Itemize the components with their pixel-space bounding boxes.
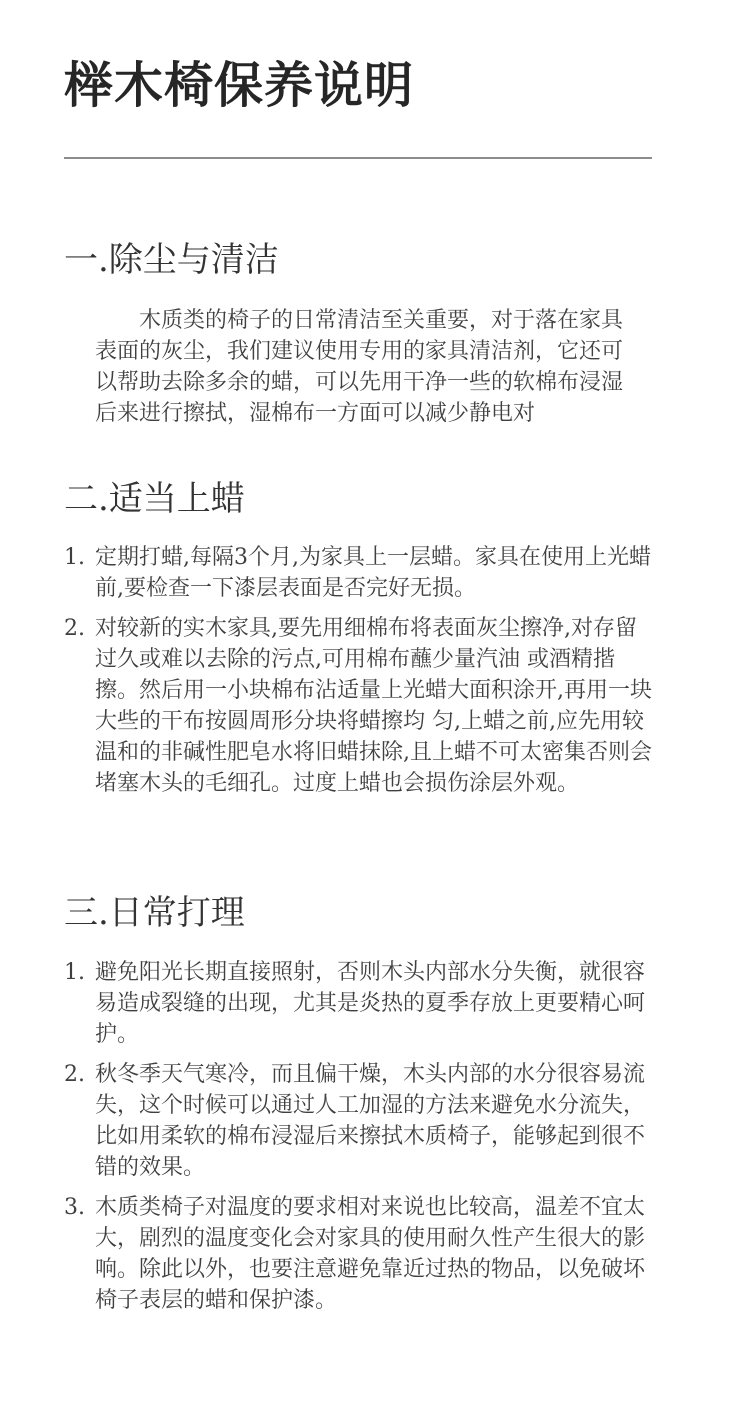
title-divider — [64, 157, 652, 159]
section-heading-daily-care: 三.日常打理 — [64, 893, 245, 933]
list-item-text: 对较新的实木家具,要先用细棉布将表面灰尘擦净,对存留过久或难以去除的污点,可用棉布蘸少量汽油 或酒精揩擦。然后用一小块棉布沾适量上光蜡大面积涂开,再用一块大些的干布按圆周形分块将蜡擦均 匀,上蜡之前,应先用较温和的非碱性肥皂水将旧蜡抹除,且上蜡不可太密集否则会堵塞木头的毛细孔。过度上蜡也会损伤涂层外观。 — [95, 616, 652, 796]
list-item — [64, 1059, 656, 1183]
list-item — [64, 1192, 656, 1316]
list-item — [64, 542, 656, 604]
list-item-text: 定期打蜡,每隔3个月,为家具上一层蜡。家具在使用上光蜡前,要检查一下漆层表面是否完好无损。 — [95, 545, 651, 601]
list-item — [64, 613, 656, 799]
section-heading-dust-cleaning: 一.除尘与清洁 — [64, 240, 279, 280]
page-title: 榉木椅保养说明 — [64, 56, 415, 114]
list-item-text: 木质类椅子对温度的要求相对来说也比较高，温差不宜太大，剧烈的温度变化会对家具的使用耐久性产生很大的影响。除此以外，也要注意避免靠近过热的物品，以免破坏椅子表层的蜡和保护漆。 — [95, 1195, 646, 1313]
list-item-number: 1. — [64, 545, 85, 570]
list-item-number: 3. — [64, 1195, 85, 1220]
section-paragraph-dust-cleaning: 木质类的椅子的日常清洁至关重要，对于落在家具表面的灰尘，我们建议使用专用的家具清洁剂，它还可以帮助去除多余的蜡，可以先用干净一些的软棉布浸湿后来进行擦拭，湿棉布一方面可以减少静电对 — [95, 308, 624, 426]
list-item-number: 1. — [64, 960, 85, 985]
list-item — [64, 957, 656, 1050]
section-heading-waxing: 二.适当上蜡 — [64, 479, 245, 519]
waxing-list — [64, 542, 656, 808]
list-item-text: 秋冬季天气寒冷，而且偏干燥，木头内部的水分很容易流失，这个时候可以通过人工加湿的方法来避免水分流失，比如用柔软的棉布浸湿后来擦拭木质椅子，能够起到很不错的效果。 — [95, 1062, 646, 1180]
list-item-text: 避免阳光长期直接照射，否则木头内部水分失衡，就很容易造成裂缝的出现，尤其是炎热的夏季存放上更要精心呵护。 — [95, 960, 646, 1047]
daily-care-list — [64, 957, 656, 1325]
list-item-number: 2. — [64, 1062, 85, 1087]
list-item-number: 2. — [64, 616, 85, 641]
